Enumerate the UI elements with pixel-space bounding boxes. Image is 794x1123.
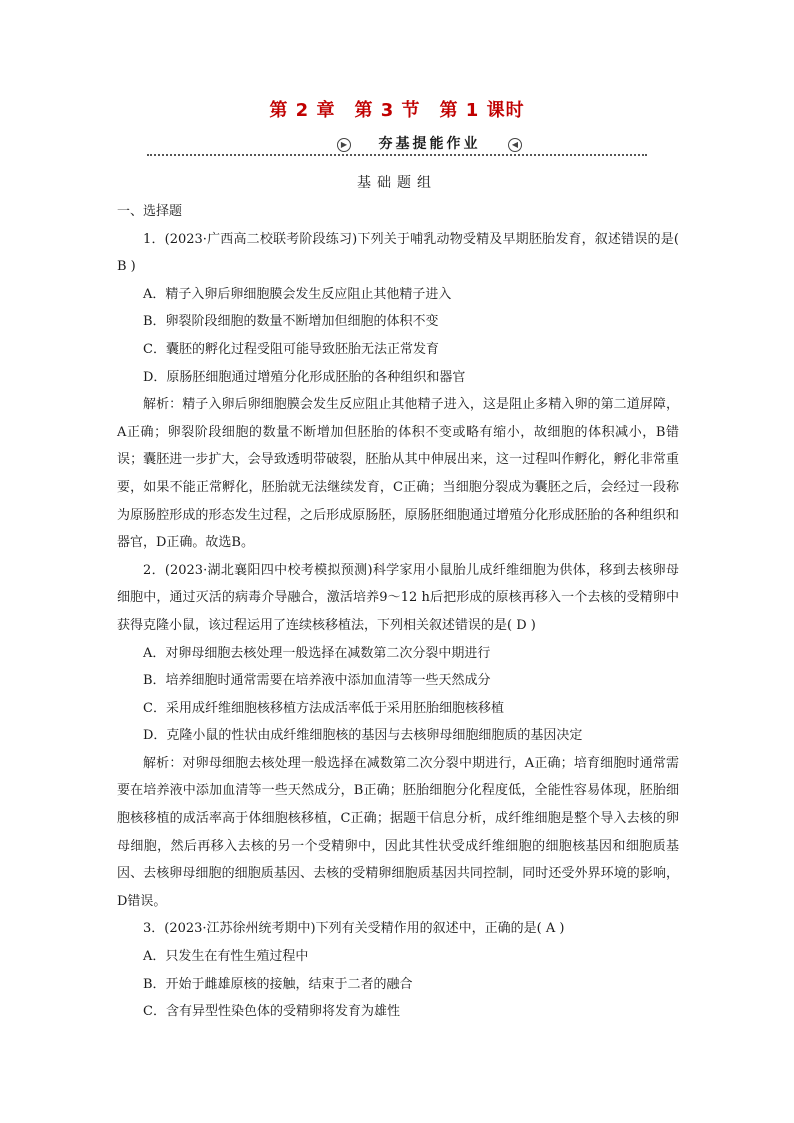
banner-tab <box>337 135 522 153</box>
section-banner <box>147 135 647 157</box>
question-1-option-b: B．卵裂阶段细胞的数量不断增加但细胞的体积不变 <box>143 314 439 330</box>
question-2-analysis: 解析：对卵母细胞去核处理一般选择在减数第二次分裂中期进行，A正确；培育细胞时通常需要在培养液中添加血清等一些天然成分，B正确；胚胎细胞分化程度低，全能性容易体现，胚胎细胞核移植的成活率高于体细胞核移植，C正确；据题干信息分析，成纤维细胞是整个导入去核的卵母细胞，然后再移入去核的另一个受精卵中，因此其性状受成纤维细胞的细胞核基因和细胞质基因、去核卵母细胞的细胞质基因、去核的受精卵细胞质基因共同控制，同时还受外界环境的影响，D错误。 <box>117 755 679 909</box>
question-content <box>117 198 679 1026</box>
question-2-option-d: D．克隆小鼠的性状由成纤维细胞核的基因与去核卵母细胞细胞质的基因决定 <box>143 728 583 744</box>
question-3-option-a: A．只发生在有性生殖过程中 <box>143 949 309 965</box>
question-2-option-c: C．采用成纤维细胞核移植方法成活率低于采用胚胎细胞核移植 <box>143 700 504 716</box>
play-left-icon: ◀ <box>508 138 522 152</box>
question-2-stem: 2．(2023·湖北襄阳四中校考模拟预测)科学家用小鼠胎儿成纤维细胞为供体，移到去核卵母细胞中，通过灭活的病毒介导融合，激活培养9～12 h后把形成的原核再移入一个去核的受精卵中获得克隆小鼠，该过程运用了连续核移植法，下列相关叙述错误的是( D ) <box>117 562 679 633</box>
question-1-stem: 1．(2023·广西高二校联考阶段练习)下列关于哺乳动物受精及早期胚胎发育，叙述错误的是( B ) <box>117 231 679 275</box>
question-2-option-b: B．培养细胞时通常需要在培养液中添加血清等一些天然成分 <box>143 673 491 689</box>
dotted-divider <box>147 154 647 156</box>
question-3-option-c: C．含有异型性染色体的受精卵将发育为雄性 <box>143 1004 400 1020</box>
question-3-stem: 3．(2023·江苏徐州统考期中)下列有关受精作用的叙述中，正确的是( A ) <box>143 921 565 937</box>
question-2-option-a: A．对卵母细胞去核处理一般选择在减数第二次分裂中期进行 <box>143 645 491 661</box>
page-title: 第 2 章 第 3 节 第 1 课时 <box>269 100 525 121</box>
banner-label: 夯基提能作业 <box>378 136 481 152</box>
question-1-option-d: D．原肠胚细胞通过增殖分化形成胚胎的各种组织和器官 <box>143 369 466 385</box>
question-1-option-c: C．囊胚的孵化过程受阻可能导致胚胎无法正常发育 <box>143 341 439 357</box>
play-right-icon: ▶ <box>337 138 351 152</box>
group-title: 基础题组 <box>357 175 437 191</box>
part-heading: 一、选择题 <box>117 204 183 219</box>
question-1-analysis: 解析：精子入卵后卵细胞膜会发生反应阻止其他精子进入，这是阻止多精入卵的第二道屏障，A正确；卵裂阶段细胞的数量不断增加但胚胎的体积不变或略有缩小，故细胞的体积减小，B错误；囊胚进一步扩大，会导致透明带破裂，胚胎从其中伸展出来，这一过程叫作孵化，孵化非常重要，如果不能正常孵化，胚胎就无法继续发育，C正确；当细胞分裂成为囊胚之后，会经过一段称为原肠腔形成的形态发生过程，之后形成原肠胚，原肠胚细胞通过增殖分化形成胚胎的各种组织和器官，D正确。故选B。 <box>117 397 679 551</box>
question-3-option-b: B．开始于雌雄原核的接触，结束于二者的融合 <box>143 976 413 992</box>
question-1-option-a: A．精子入卵后卵细胞膜会发生反应阻止其他精子进入 <box>143 286 452 302</box>
